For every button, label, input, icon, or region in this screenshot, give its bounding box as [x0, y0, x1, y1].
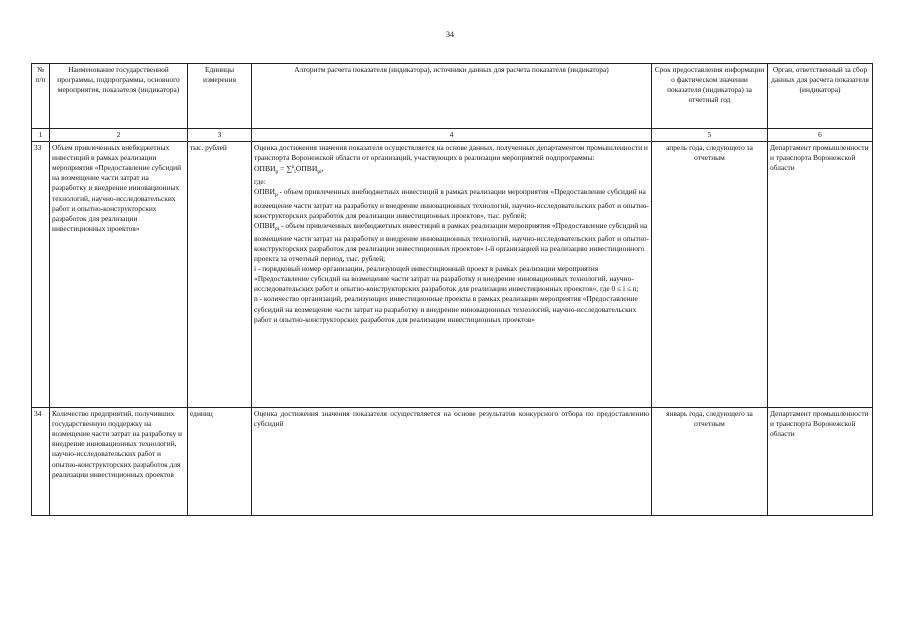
algorithm-formula: $ОПВИ_р$ = $\sum^n_iОПВИ_{рi}$, — [254, 164, 324, 176]
table-row — [32, 408, 873, 516]
indicator-name: Объем привлеченных внебюджетных инвестиций в рамках реализации мероприятия «Предоставление субсидий на возмещение части затрат на разработку и внедрение инновационных технологий, научно-исследовательских работ и опытно-конструкторских разработок для реализации инвестиционных проектов» — [50, 142, 188, 408]
algorithm-definition: n - количество организаций, реализующих инвестиционные проекты в рамках реализации мероприятия «Предоставление субсидий на возмещение части затрат на разработку и внедрение инновационных технологий, научно-исследовательских работ и опытно-конструкторских разработок для реализации инвестиционных проектов» — [254, 294, 638, 324]
column-number: 1 — [32, 129, 50, 142]
indicator-algorithm — [252, 142, 652, 408]
responsible-org: Департамент промышленности и транспорта Воронежской области — [768, 408, 873, 516]
header-name: Наименование государственной программы, подпрограммы, основного мероприятия, показателя (индикатора) — [50, 64, 188, 129]
table-row — [32, 142, 873, 408]
header-org: Орган, ответственный за сбор данных для расчета показателя (индикатора) — [768, 64, 873, 129]
algorithm-definition: $ОПВИ_р$ - объем привлеченных внебюджетных инвестиций в рамках реализации мероприятия «Предоставление субсидий на возмещение части затрат на разработку и внедрение инновационных технологий, научно-исследовательских работ и опытно-конструкторских разработок для реализации инвестиционных проектов», тыс. рублей; — [254, 187, 649, 220]
row-number: 33 — [32, 142, 50, 408]
column-number: 6 — [768, 129, 873, 142]
page-number: 34 — [446, 30, 454, 39]
indicator-unit: тыс. рублей — [188, 142, 252, 408]
report-term: январь года, следующего за отчетным — [652, 408, 768, 516]
header-algorithm: Алгоритм расчета показателя (индикатора), источники данных для расчета показателя (индикатора) — [252, 64, 652, 129]
algorithm-intro: Оценка достижения значения показателя осуществляется на основе данных, полученных департаментом промышленности и транспорта Воронежской области от организаций, участвующих в реализации мероприятий подпрограммы: — [254, 143, 648, 163]
algorithm-definition: $ОПВИ_{рi}$ - объем привлеченных внебюджетных инвестиций в рамках реализации мероприятия «Предоставление субсидий на возмещение части затрат на разработку и внедрение инновационных технологий, научно-исследовательских работ и опытно-конструкторских разработок для реализации инвестиционных проектов» i-й организацией на реализацию инвестиционного проекта за отчетный период, тыс. рублей; — [254, 220, 649, 264]
column-number-row — [32, 129, 873, 142]
table-header-row — [32, 64, 873, 129]
report-term: апрель года, следующего за отчетным — [652, 142, 768, 408]
header-unit: Единицы измерения — [188, 64, 252, 129]
responsible-org: Департамент промышленности и транспорта Воронежской области — [768, 142, 873, 408]
row-number: 34 — [32, 408, 50, 516]
header-term: Срок предоставления информации о фактическом значении показателя (индикатора) за отчетный год — [652, 64, 768, 129]
indicator-algorithm: Оценка достижения значения показателя осуществляется на основе результатов конкурсного отбора по предоставлению субсидий — [252, 408, 652, 516]
column-number: 2 — [50, 129, 188, 142]
column-number: 4 — [252, 129, 652, 142]
indicator-name: Количество предприятий, получивших государственную поддержку на возмещение части затрат на разработку и внедрение инновационных технологий, научно-исследовательских работ и опытно-конструкторских разработок для реализации инвестиционных проектов — [50, 408, 188, 516]
indicators-table — [31, 63, 873, 516]
header-num: № п/п — [32, 64, 50, 129]
algorithm-definition: i - порядковый номер организации, реализующей инвестиционный проект в рамках реализации мероприятия «Предоставление субсидий на возмещение части затрат на разработку и внедрение инновационных технологий, научно-исследовательских работ и опытно-конструкторских разработок для реализации инвестиционных проектов», где 0 ≤ i ≤ n; — [254, 264, 639, 294]
column-number: 5 — [652, 129, 768, 142]
algorithm-where: где: — [254, 177, 266, 187]
column-number: 3 — [188, 129, 252, 142]
indicator-unit: единиц — [188, 408, 252, 516]
